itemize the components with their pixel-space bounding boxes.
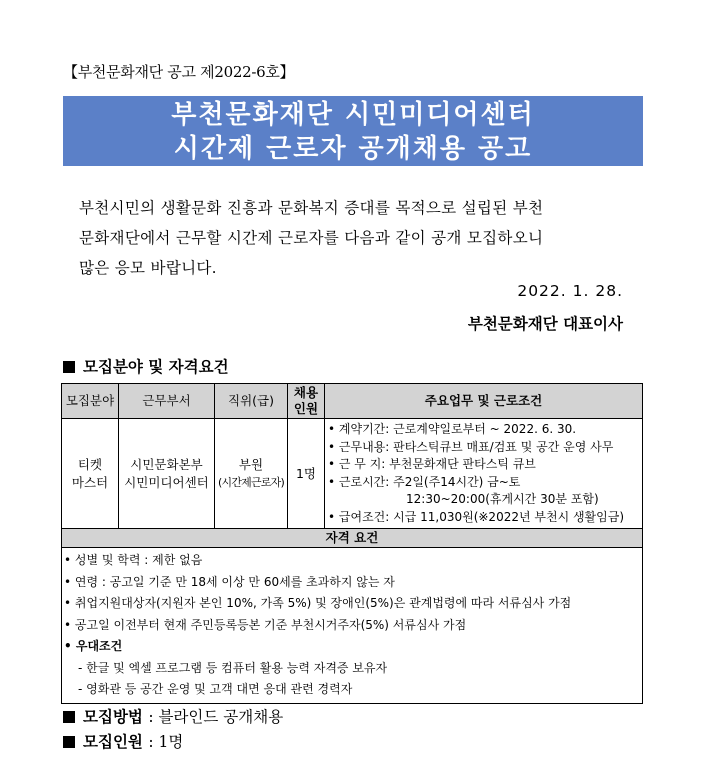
cell-field [62,419,119,529]
condition-line: 12:30~20:00(휴게시간 30분 포함) [406,492,599,506]
cell-position [215,419,288,529]
condition-line: • 계약기간: 근로계약일로부터 ~ 2022. 6. 30. [328,422,577,436]
cell-conditions [325,419,643,529]
intro-paragraph [79,193,639,283]
list-item: • 우대조건 [64,639,123,653]
section-title: 모집인원 [83,732,143,751]
cell-dept [119,419,215,529]
condition-line: • 근무내용: 판타스틱큐브 매표/검표 및 공간 운영 사무 [328,439,614,454]
square-bullet-icon [63,736,75,748]
intro-line-3: 많은 응모 바랍니다. [79,259,217,277]
table-row [62,419,643,529]
section-heading-recruitment [63,355,229,377]
header-duties: 주요업무 및 근로조건 [325,384,643,419]
table-header-row [62,384,643,419]
title-line-1: 부천문화재단 시민미디어센터 [171,100,535,130]
list-item: • 성별 및 학력 : 제한 없음 [64,553,203,567]
section-title: 모집방법 [83,707,143,726]
header-count-line-2: 인원 [293,401,319,416]
section-value: : 블라인드 공개채용 [148,708,284,726]
header-dept: 근무부서 [119,384,215,419]
section-heading-count [63,730,183,752]
notice-date: 2022. 1. 28. [517,282,623,300]
list-item: - 한글 및 엑셀 프로그램 등 컴퓨터 활용 능력 자격증 보유자 [78,660,388,675]
cell-count: 1명 [288,419,325,529]
condition-line: • 근로시간: 주2일(주14시간) 금~토 [328,474,521,489]
section-heading-method [63,705,283,727]
header-field: 모집분야 [62,384,119,419]
condition-line: • 급여조건: 시급 11,030원(※2022년 부천시 생활임금) [328,509,625,524]
signer: 부천문화재단 대표이사 [467,315,623,333]
square-bullet-icon [63,361,75,373]
field-line-1: 티켓 [77,456,103,472]
qualifications-header-row [62,529,643,548]
field-line-2: 마스터 [71,474,109,490]
notice-number: 【부천문화재단 공고 제2022-6호】 [63,63,295,81]
square-bullet-icon [63,711,75,723]
title-line-2: 시간제 근로자 공개채용 공고 [173,134,533,164]
list-item: • 연령 : 공고일 기준 만 18세 이상 만 60세를 초과하지 않는 자 [64,574,395,589]
section-value: : 1명 [148,733,184,751]
condition-line: • 근 무 지: 부천문화재단 판타스틱 큐브 [328,457,536,471]
header-count-line-1: 채용 [293,385,319,400]
intro-line-2: 문화재단에서 근무할 시간제 근로자를 다음과 같이 공개 모집하오니 [79,229,544,247]
list-item: • 공고일 이전부터 현재 주민등록등본 기준 부천시거주자(5%) 서류심사 가점 [64,617,467,632]
position-line-1: 부원 [238,456,264,472]
list-item: - 영화관 등 공간 운영 및 고객 대면 응대 관련 경력자 [78,682,353,696]
qualifications-list [62,548,643,704]
intro-line-1: 부천시민의 생활문화 진흥과 문화복지 증대를 목적으로 설립된 부천 [79,199,544,217]
list-item: • 취업지원대상자(지원자 본인 10%, 가족 5%) 및 장애인(5%)은 관계법령에 따라 서류심사 가점 [64,596,572,610]
dept-line-2: 시민미디어센터 [124,474,209,490]
dept-line-1: 시민문화본부 [130,456,203,472]
section-title: 모집분야 및 자격요건 [83,357,229,376]
position-line-2: (시간제근로자) [218,475,284,489]
header-position: 직위(급) [215,384,288,419]
recruitment-table [61,383,643,704]
qualifications-row [62,548,643,704]
qualifications-title: 자격 요건 [62,529,643,548]
title-banner [63,96,643,166]
header-count [288,384,325,419]
